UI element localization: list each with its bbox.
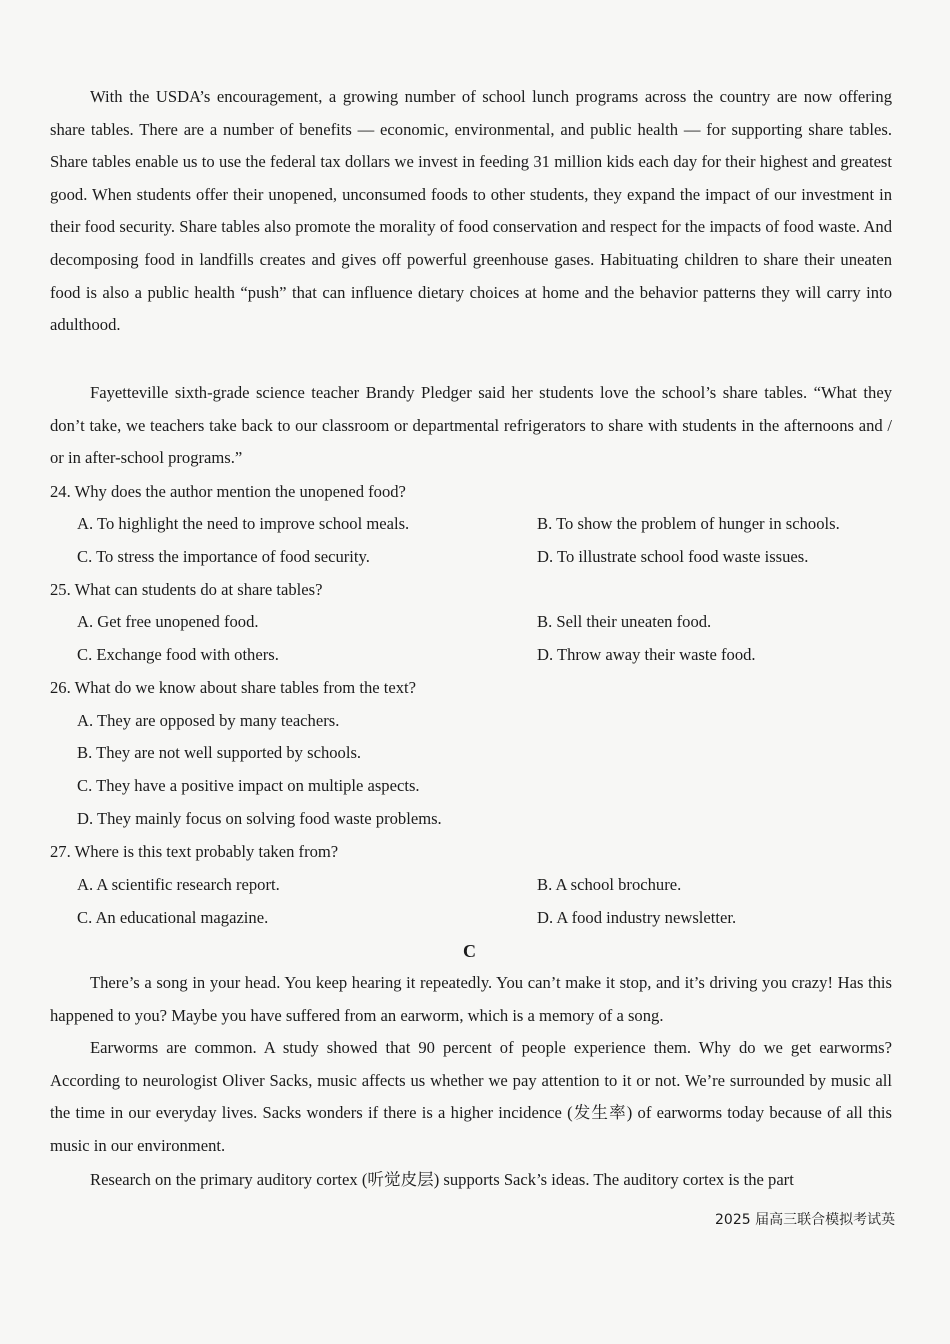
option-b: B. Sell their uneaten food. (537, 612, 712, 631)
option-a: A. To highlight the need to improve school meals. (77, 514, 410, 533)
passage-paragraph: There’s a song in your head. You keep hearing it repeatedly. You can’t make it stop, and it’s driving you crazy! Has this happened to you? Maybe you have suffered from an earworm, which is a memory of a song. (50, 973, 892, 1025)
option-d: D. To illustrate school food waste issues. (537, 547, 809, 566)
option-d: D. Throw away their waste food. (537, 645, 756, 664)
question-stem: 24. Why does the author mention the unopened food? (50, 482, 406, 501)
passage-paragraph: Fayetteville sixth-grade science teacher Brandy Pledger said her students love the school’s share tables. “What they don’t take, we teachers take back to our classroom or departmental refrigerators to share with students in the afternoons and / or in after-school programs.” (50, 383, 892, 468)
question-stem: 27. Where is this text probably taken from? (50, 842, 339, 861)
option-b: B. To show the problem of hunger in schools. (537, 514, 840, 533)
passage-paragraph: With the USDA’s encouragement, a growing number of school lunch programs across the country are now offering share tables. There are a number of benefits — economic, environmental, and public health — for supporting share tables. Share tables enable us to use the federal tax dollars we invest in feeding 31 million kids each day for their highest and greatest good. When students offer their unopened, unconsumed foods to other students, they expand the impact of our investment in their food security. Share tables also promote the morality of food conservation and respect for the impacts of food waste. And decomposing food in landfills creates and gives off powerful greenhouse gases. Habituating children to share their uneaten food is also a public health “push” that can influence dietary choices at home and the behavior patterns they will carry into adulthood. (50, 87, 892, 335)
option-c: C. An educational magazine. (77, 908, 269, 927)
passage-paragraph: Research on the primary auditory cortex (听觉皮层) supports Sack’s ideas. The auditory cortex is the part (90, 1170, 794, 1189)
option-b: B. They are not well supported by schools. (77, 743, 362, 762)
option-d: D. A food industry newsletter. (537, 908, 737, 927)
question-stem: 25. What can students do at share tables? (50, 580, 323, 599)
option-a: A. A scientific research report. (77, 875, 280, 894)
option-a: A. They are opposed by many teachers. (77, 711, 340, 730)
option-a: A. Get free unopened food. (77, 612, 259, 631)
passage-paragraph: Earworms are common. A study showed that 90 percent of people experience them. Why do we get earworms? According to neurologist Oliver Sacks, music affects us whether we pay attention to it or not. We’re surrounded by music all the time in our everyday lives. Sacks wonders if there is a higher incidence (发生率) of earworms today because of all this music in our environment. (50, 1038, 892, 1155)
option-d: D. They mainly focus on solving food waste problems. (77, 809, 442, 828)
option-c: C. To stress the importance of food security. (77, 547, 370, 566)
option-b: B. A school brochure. (537, 875, 682, 894)
option-c: C. Exchange food with others. (77, 645, 279, 664)
page-footer: 2025 届高三联合模拟考试英 (715, 1212, 896, 1228)
option-c: C. They have a positive impact on multiple aspects. (77, 776, 420, 795)
section-heading: C (463, 941, 476, 961)
question-stem: 26. What do we know about share tables from the text? (50, 678, 417, 697)
